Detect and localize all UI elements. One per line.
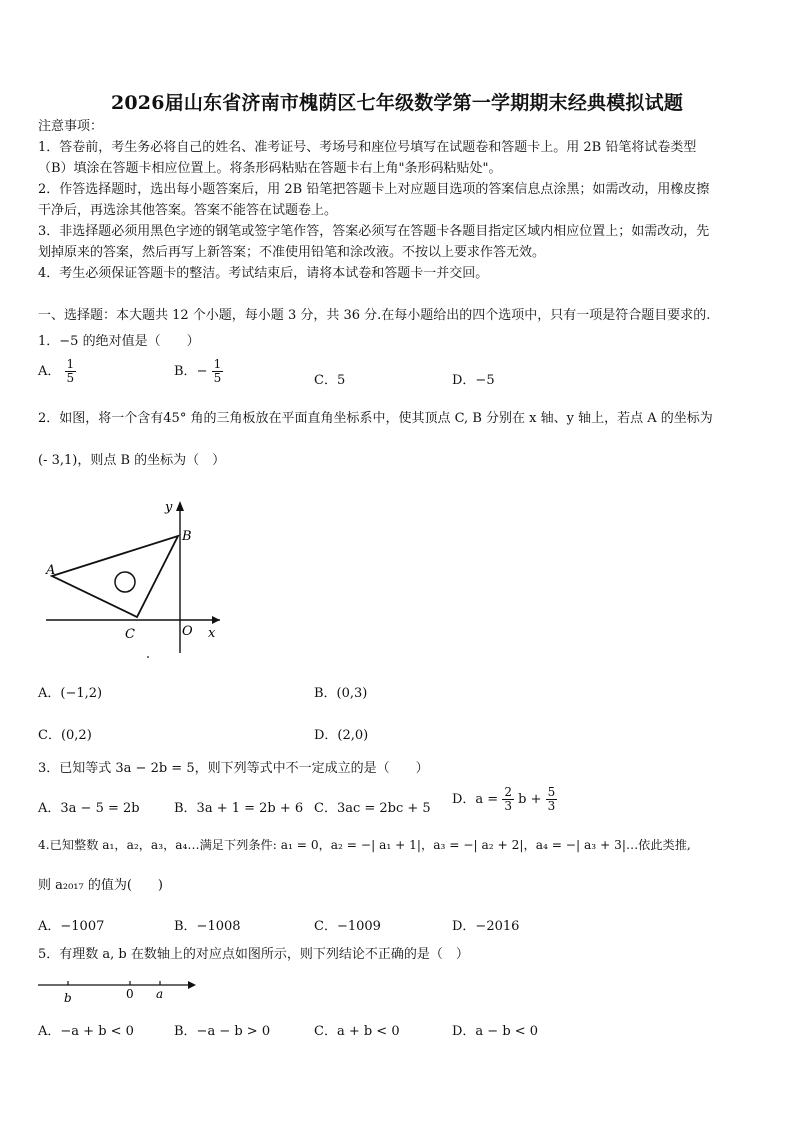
q1-a-num: 1 bbox=[66, 357, 75, 371]
notice-line-7: 4．考生必须保证答题卡的整洁。考试结束后，请将本试卷和答题卡一并交回。 bbox=[38, 266, 489, 281]
q1-option-d: D．−5 bbox=[452, 373, 495, 388]
q1-b-num: 1 bbox=[213, 357, 222, 371]
notice-line-1: 1．答卷前，考生务必将自己的姓名、准考证号、考场号和座位号填写在试题卷和答题卡上。用 2B 铅笔将试卷类型 bbox=[38, 140, 697, 155]
q3-d-num2: 5 bbox=[547, 785, 556, 799]
q3-option-d bbox=[452, 786, 557, 813]
q2-figure bbox=[40, 495, 230, 665]
q2-origin-label: O bbox=[182, 624, 193, 639]
q3-d-fraction-1 bbox=[502, 786, 514, 813]
q1-stem: 1．−5 的绝对值是（ ） bbox=[38, 334, 200, 349]
q2-x-arrow-icon bbox=[212, 616, 220, 624]
q2-point-c-label: C bbox=[125, 627, 135, 642]
q4-option-c: C．−1009 bbox=[314, 919, 381, 934]
q2-x-label: x bbox=[208, 626, 216, 641]
notice-heading: 注意事项： bbox=[38, 119, 104, 134]
q2-option-c: C．(0,2) bbox=[38, 728, 92, 743]
q2-dot bbox=[147, 656, 149, 658]
q3-d-den1: 3 bbox=[504, 799, 512, 813]
q3-d-fraction-2 bbox=[546, 786, 558, 813]
q2-option-b: B．(0,3) bbox=[314, 686, 368, 701]
q5-option-a: A．−a + b < 0 bbox=[38, 1024, 134, 1039]
q5-option-d: D．a − b < 0 bbox=[452, 1024, 539, 1039]
q3-d-num1: 2 bbox=[504, 785, 512, 799]
q2-option-d: D．(2,0) bbox=[314, 728, 369, 743]
section-heading: 一、选择题：本大题共 12 个小题，每小题 3 分，共 36 分.在每小题给出的四个选项中，只有一项是符合题目要求的. bbox=[38, 308, 711, 323]
q3-d-middle: b + bbox=[518, 792, 542, 807]
q1-b-label: B． bbox=[174, 364, 197, 379]
q3-option-c: C．3ac = 2bc + 5 bbox=[314, 801, 431, 816]
q1-b-fraction bbox=[212, 358, 224, 385]
q2-y-label: y bbox=[165, 500, 173, 515]
q3-option-b: B．3a + 1 = 2b + 6 bbox=[174, 801, 304, 816]
q1-a-den: 5 bbox=[66, 371, 75, 385]
q2-option-a: A．(−1,2) bbox=[38, 686, 103, 701]
q3-option-a: A．3a − 5 = 2b bbox=[38, 801, 140, 816]
q5-option-b: B．−a − b > 0 bbox=[174, 1024, 271, 1039]
q1-option-a bbox=[38, 358, 76, 385]
notice-line-4: 干净后，再选涂其他答案。答案不能答在试题卷上。 bbox=[38, 203, 338, 218]
q5-stem: 5．有理数 a, b 在数轴上的对应点如图所示，则下列结论不正确的是（ ） bbox=[38, 947, 469, 962]
q1-option-b bbox=[174, 358, 223, 385]
q1-b-den: 5 bbox=[213, 371, 222, 385]
q5-arrow-icon bbox=[188, 981, 196, 989]
notice-line-5: 3．非选择题必须用黑色字迹的钢笔或签字笔作答，答案必须写在答题卡各题目指定区域内相应位置上；如需改动，先 bbox=[38, 224, 710, 239]
q2-y-arrow-icon bbox=[176, 501, 184, 511]
q5-option-c: C．a + b < 0 bbox=[314, 1024, 400, 1039]
notice-line-6: 划掉原来的答案，然后再写上新答案；不准使用铅笔和涂改液。不按以上要求作答无效。 bbox=[38, 245, 546, 260]
notice-line-3: 2．作答选择题时，选出每小题答案后，用 2B 铅笔把答题卡上对应题目选项的答案信息点涂黑；如需改动，用橡皮擦 bbox=[38, 182, 710, 197]
q2-triangle-hole bbox=[115, 572, 135, 592]
q4-option-a: A．−1007 bbox=[38, 919, 105, 934]
page-title: 2026届山东省济南市槐荫区七年级数学第一学期期末经典模拟试题 bbox=[110, 92, 684, 114]
q2-point-b-label: B bbox=[182, 529, 192, 544]
q3-d-den2: 3 bbox=[547, 799, 556, 813]
q5-label-b: b bbox=[64, 991, 72, 1005]
q5-number-line bbox=[36, 975, 206, 1007]
q2-triangle bbox=[52, 536, 178, 617]
q1-a-label: A． bbox=[38, 364, 61, 379]
q2-point-a-label: A bbox=[46, 563, 56, 578]
q4-stem-line2: 则 a₂₀₁₇ 的值为( ) bbox=[38, 878, 164, 893]
q1-option-c: C．5 bbox=[314, 373, 346, 388]
q1-a-fraction bbox=[65, 358, 77, 385]
q4-option-b: B．−1008 bbox=[174, 919, 241, 934]
q4-option-d: D．−2016 bbox=[452, 919, 520, 934]
q3-stem: 3．已知等式 3a − 2b = 5，则下列等式中不一定成立的是（ ） bbox=[38, 761, 429, 776]
q2-stem-line1: 2．如图，将一个含有45° 角的三角板放在平面直角坐标系中，使其顶点 C, B 分别在 x 轴、y 轴上，若点 A 的坐标为 bbox=[38, 411, 713, 426]
q3-d-prefix: D．a = bbox=[452, 792, 499, 807]
q5-label-a: a bbox=[156, 987, 164, 1001]
q2-stem-line2: (- 3,1)，则点 B 的坐标为（ ） bbox=[38, 453, 226, 468]
q4-stem-line1: 4.已知整数 a₁，a₂，a₃，a₄…满足下列条件: a₁ = 0，a₂ = −| a₁ + 1|，a₃ = −| a₂ + 2|，a₄ = −| a₃ + 3|…依此类推, bbox=[38, 838, 691, 852]
notice-line-2: （B）填涂在答题卡相应位置上。将条形码粘贴在答题卡右上角"条形码粘贴处"。 bbox=[38, 161, 502, 176]
q5-label-zero: 0 bbox=[126, 987, 134, 1001]
q1-b-sign: − bbox=[196, 364, 208, 379]
